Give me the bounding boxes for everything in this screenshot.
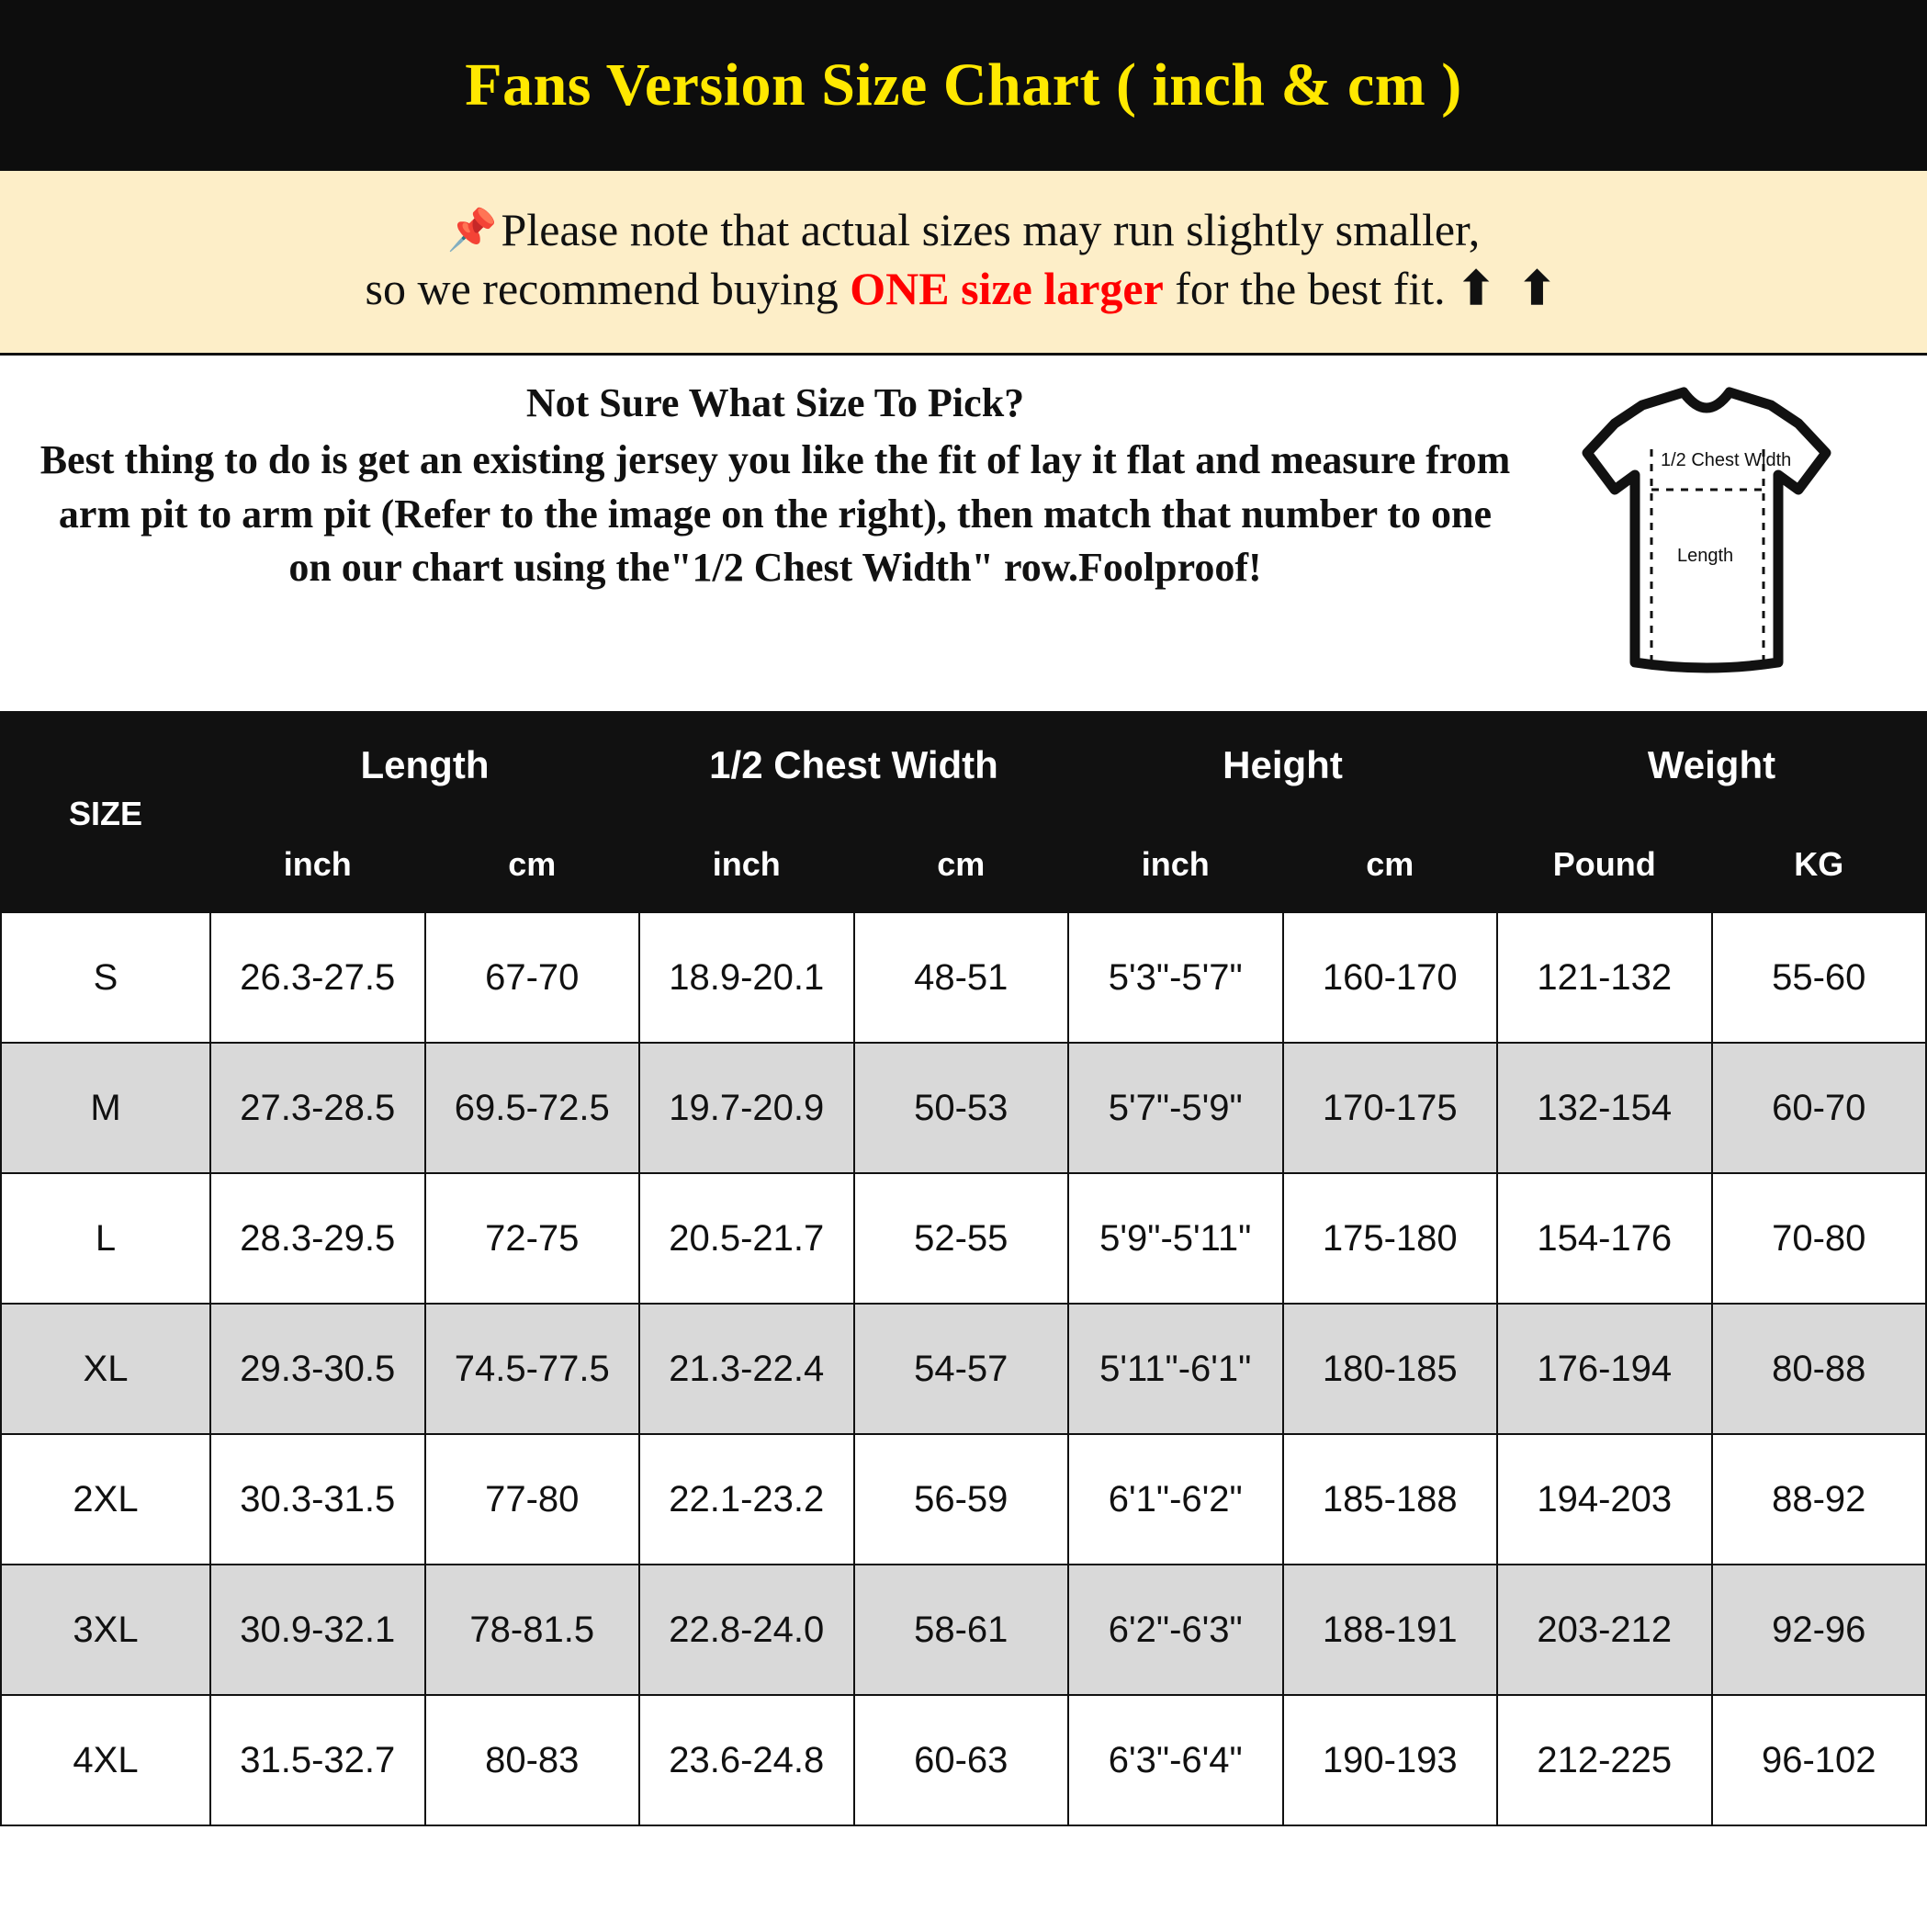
- cell-length-inch: 29.3-30.5: [210, 1304, 425, 1434]
- cell-height-cm: 175-180: [1283, 1173, 1498, 1304]
- table-header-row-units: [1, 816, 1926, 912]
- cell-size: 4XL: [1, 1695, 210, 1825]
- cell-chest-cm: 54-57: [854, 1304, 1069, 1434]
- cell-height-cm: 190-193: [1283, 1695, 1498, 1825]
- cell-size: M: [1, 1043, 210, 1173]
- cell-chest-inch: 22.1-23.2: [639, 1434, 854, 1565]
- note-text-2-post: for the best fit.: [1163, 263, 1446, 314]
- cell-length-inch: 30.9-32.1: [210, 1565, 425, 1695]
- cell-length-inch: 26.3-27.5: [210, 912, 425, 1043]
- note-banner: [0, 171, 1927, 356]
- length-label: Length: [1677, 546, 1734, 566]
- size-table: [0, 714, 1927, 1826]
- cell-chest-inch: 23.6-24.8: [639, 1695, 854, 1825]
- help-text-block: [28, 379, 1514, 595]
- cell-length-inch: 28.3-29.5: [210, 1173, 425, 1304]
- header-group-length: Length: [210, 715, 639, 816]
- note-text-2-pre: so we recommend buying: [365, 263, 851, 314]
- cell-size: XL: [1, 1304, 210, 1434]
- cell-chest-cm: 60-63: [854, 1695, 1069, 1825]
- cell-weight-pound: 212-225: [1497, 1695, 1712, 1825]
- cell-chest-cm: 50-53: [854, 1043, 1069, 1173]
- tshirt-diagram: [1514, 379, 1899, 690]
- header-length-cm: cm: [425, 816, 640, 912]
- cell-chest-inch: 18.9-20.1: [639, 912, 854, 1043]
- header-chest-inch: inch: [639, 816, 854, 912]
- table-row: [1, 912, 1926, 1043]
- cell-weight-pound: 132-154: [1497, 1043, 1712, 1173]
- note-emphasis: ONE size larger: [850, 263, 1164, 314]
- cell-height-cm: 160-170: [1283, 912, 1498, 1043]
- cell-length-cm: 67-70: [425, 912, 640, 1043]
- cell-length-cm: 69.5-72.5: [425, 1043, 640, 1173]
- cell-length-cm: 78-81.5: [425, 1565, 640, 1695]
- cell-weight-kg: 88-92: [1712, 1434, 1927, 1565]
- cell-chest-inch: 21.3-22.4: [639, 1304, 854, 1434]
- cell-length-inch: 31.5-32.7: [210, 1695, 425, 1825]
- cell-height-inch: 5'9"-5'11": [1068, 1173, 1283, 1304]
- cell-chest-cm: 58-61: [854, 1565, 1069, 1695]
- sizing-help-section: [0, 356, 1927, 714]
- pushpin-icon: 📌: [446, 208, 498, 253]
- header-weight-kg: KG: [1712, 816, 1927, 912]
- cell-size: 3XL: [1, 1565, 210, 1695]
- cell-weight-kg: 55-60: [1712, 912, 1927, 1043]
- cell-chest-inch: 22.8-24.0: [639, 1565, 854, 1695]
- cell-length-cm: 74.5-77.5: [425, 1304, 640, 1434]
- header-group-height: Height: [1068, 715, 1497, 816]
- header-height-cm: cm: [1283, 816, 1498, 912]
- cell-weight-kg: 60-70: [1712, 1043, 1927, 1173]
- cell-weight-pound: 121-132: [1497, 912, 1712, 1043]
- note-text-1: Please note that actual sizes may run slightly smaller,: [501, 204, 1481, 255]
- size-table-body: [1, 912, 1926, 1825]
- cell-weight-pound: 203-212: [1497, 1565, 1712, 1695]
- cell-height-cm: 180-185: [1283, 1304, 1498, 1434]
- chart-title-bar: [0, 0, 1927, 171]
- cell-height-inch: 6'2"-6'3": [1068, 1565, 1283, 1695]
- cell-height-cm: 170-175: [1283, 1043, 1498, 1173]
- header-group-weight: Weight: [1497, 715, 1926, 816]
- note-line-2: [37, 259, 1890, 318]
- cell-chest-inch: 19.7-20.9: [639, 1043, 854, 1173]
- cell-weight-pound: 194-203: [1497, 1434, 1712, 1565]
- table-row: [1, 1695, 1926, 1825]
- cell-size: S: [1, 912, 210, 1043]
- cell-length-cm: 77-80: [425, 1434, 640, 1565]
- cell-chest-inch: 20.5-21.7: [639, 1173, 854, 1304]
- table-row: [1, 1173, 1926, 1304]
- tshirt-measure-icon: [1523, 387, 1890, 690]
- cell-height-cm: 188-191: [1283, 1565, 1498, 1695]
- header-weight-pound: Pound: [1497, 816, 1712, 912]
- size-table-head: [1, 715, 1926, 912]
- help-title: Not Sure What Size To Pick?: [525, 380, 1025, 425]
- cell-height-cm: 185-188: [1283, 1434, 1498, 1565]
- header-length-inch: inch: [210, 816, 425, 912]
- table-row: [1, 1304, 1926, 1434]
- cell-chest-cm: 48-51: [854, 912, 1069, 1043]
- header-chest-cm: cm: [854, 816, 1069, 912]
- cell-height-inch: 6'3"-6'4": [1068, 1695, 1283, 1825]
- cell-size: 2XL: [1, 1434, 210, 1565]
- cell-length-cm: 72-75: [425, 1173, 640, 1304]
- cell-weight-kg: 80-88: [1712, 1304, 1927, 1434]
- header-group-chest: 1/2 Chest Width: [639, 715, 1068, 816]
- cell-height-inch: 5'3"-5'7": [1068, 912, 1283, 1043]
- table-row: [1, 1043, 1926, 1173]
- cell-weight-kg: 92-96: [1712, 1565, 1927, 1695]
- cell-weight-pound: 154-176: [1497, 1173, 1712, 1304]
- header-height-inch: inch: [1068, 816, 1283, 912]
- table-row: [1, 1434, 1926, 1565]
- note-line-1: [37, 200, 1890, 259]
- cell-size: L: [1, 1173, 210, 1304]
- cell-chest-cm: 52-55: [854, 1173, 1069, 1304]
- cell-weight-kg: 70-80: [1712, 1173, 1927, 1304]
- cell-height-inch: 5'7"-5'9": [1068, 1043, 1283, 1173]
- cell-height-inch: 6'1"-6'2": [1068, 1434, 1283, 1565]
- cell-length-inch: 27.3-28.5: [210, 1043, 425, 1173]
- header-size: SIZE: [1, 715, 210, 912]
- up-arrow-icon: ⬆ ⬆: [1457, 263, 1562, 314]
- cell-length-inch: 30.3-31.5: [210, 1434, 425, 1565]
- cell-height-inch: 5'11"-6'1": [1068, 1304, 1283, 1434]
- page-title: Fans Version Size Chart ( inch & cm ): [465, 51, 1462, 119]
- cell-chest-cm: 56-59: [854, 1434, 1069, 1565]
- cell-weight-pound: 176-194: [1497, 1304, 1712, 1434]
- table-row: [1, 1565, 1926, 1695]
- cell-length-cm: 80-83: [425, 1695, 640, 1825]
- cell-weight-kg: 96-102: [1712, 1695, 1927, 1825]
- table-header-row-groups: [1, 715, 1926, 816]
- help-body: Best thing to do is get an existing jersey you like the fit of lay it flat and measure from arm pit to arm pit (Refer to the image on the right), then match that number to one on our chart using the"1/2 Chest Width" row.Foolproof!: [39, 437, 1511, 591]
- chest-width-label: 1/2 Chest Width: [1661, 450, 1792, 470]
